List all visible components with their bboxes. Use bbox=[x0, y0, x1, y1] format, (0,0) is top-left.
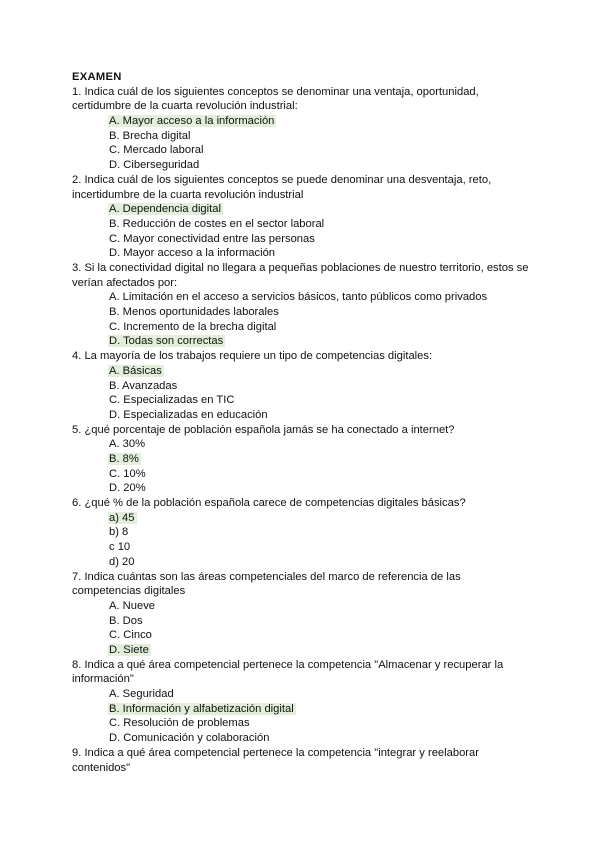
exam-content bbox=[72, 70, 542, 775]
answer-option bbox=[72, 437, 542, 452]
question-text-line: 6. ¿qué % de la población española carece de competencias digitales básicas? bbox=[72, 497, 466, 510]
question-1 bbox=[72, 85, 542, 173]
answer-option bbox=[72, 290, 542, 305]
answer-option-correct bbox=[72, 202, 542, 217]
answer-option-label: b) 8 bbox=[109, 526, 129, 539]
answer-option-label: C. Especializadas en TIC bbox=[109, 394, 235, 407]
answer-option bbox=[72, 540, 542, 555]
question-7 bbox=[72, 570, 542, 658]
question-text-line: incertidumbre de la cuarta revolución industrial bbox=[72, 188, 304, 201]
answer-option-label: C. 10% bbox=[109, 467, 146, 480]
answer-option-label: D. Comunicación y colaboración bbox=[109, 732, 270, 745]
question-text-line: verían afectados por: bbox=[72, 276, 178, 289]
question-text-line: 5. ¿qué porcentaje de población española jamás se ha conectado a internet? bbox=[72, 423, 455, 436]
answer-option-label: B. Brecha digital bbox=[109, 129, 191, 142]
answer-option-label: D. Todas son correctas bbox=[109, 335, 224, 348]
question-text-line: 1. Indica cuál de los siguientes conceptos se denominar una ventaja, oportunidad, bbox=[72, 85, 479, 98]
answer-option-label: B. Información y alfabetización digital bbox=[109, 702, 294, 715]
answer-option bbox=[72, 525, 542, 540]
answer-option-correct bbox=[72, 114, 542, 129]
answer-option bbox=[72, 143, 542, 158]
answer-option-label: B. Avanzadas bbox=[109, 379, 178, 392]
answer-option-label: A. 30% bbox=[109, 438, 146, 451]
answer-option-label: A. Seguridad bbox=[109, 688, 174, 701]
answer-option-label: D. Siete bbox=[109, 643, 149, 656]
answer-option bbox=[72, 158, 542, 173]
answer-option bbox=[72, 320, 542, 335]
answer-option bbox=[72, 628, 542, 643]
answer-option-label: d) 20 bbox=[109, 555, 135, 568]
answer-option-label: B. Reducción de costes en el sector laboral bbox=[109, 217, 325, 230]
answer-option bbox=[72, 467, 542, 482]
question-text-line: información" bbox=[72, 673, 134, 686]
answer-option-label: D. Mayor acceso a la información bbox=[109, 247, 276, 260]
answer-option-label: C. Mercado laboral bbox=[109, 144, 204, 157]
answer-option-label: C. Cinco bbox=[109, 629, 152, 642]
exam-title: EXAMEN bbox=[72, 71, 122, 83]
question-6 bbox=[72, 496, 542, 569]
answer-option-label: a) 45 bbox=[109, 511, 135, 524]
answer-option bbox=[72, 246, 542, 261]
answer-option-label: C. Mayor conectividad entre las personas bbox=[109, 232, 315, 245]
answer-option-label: A. Limitación en el acceso a servicios básicos, tanto públicos como privados bbox=[109, 291, 488, 304]
question-8 bbox=[72, 658, 542, 746]
question-3 bbox=[72, 261, 542, 349]
question-text-line: competencias digitales bbox=[72, 585, 186, 598]
answer-option-label: D. 20% bbox=[109, 482, 146, 495]
answer-option-label: B. Dos bbox=[109, 614, 143, 627]
answer-option-label: A. Mayor acceso a la información bbox=[109, 115, 275, 128]
answer-option bbox=[72, 305, 542, 320]
answer-option-label: c 10 bbox=[109, 541, 131, 554]
question-text-line: contenidos" bbox=[72, 761, 131, 774]
question-5 bbox=[72, 423, 542, 496]
question-text-line: certidumbre de la cuarta revolución industrial: bbox=[72, 100, 298, 113]
answer-option-label: B. Menos oportunidades laborales bbox=[109, 306, 279, 319]
answer-option bbox=[72, 217, 542, 232]
question-text-line: 7. Indica cuántas son las áreas competenciales del marco de referencia de las bbox=[72, 570, 461, 583]
answer-option bbox=[72, 599, 542, 614]
answer-option-correct bbox=[72, 452, 542, 467]
question-text-line: 4. La mayoría de los trabajos requiere un tipo de competencias digitales: bbox=[72, 350, 433, 363]
answer-option-label: D. Ciberseguridad bbox=[109, 159, 200, 172]
answer-option bbox=[72, 393, 542, 408]
answer-option bbox=[72, 129, 542, 144]
question-text-line: 9. Indica a qué área competencial pertenece la competencia "integrar y reelaborar bbox=[72, 746, 479, 759]
answer-option bbox=[72, 379, 542, 394]
answer-option-correct bbox=[72, 511, 542, 526]
answer-option-label: D. Especializadas en educación bbox=[109, 408, 268, 421]
question-2 bbox=[72, 173, 542, 261]
answer-option-correct bbox=[72, 643, 542, 658]
answer-option-correct bbox=[72, 702, 542, 717]
question-list bbox=[72, 85, 542, 776]
question-4 bbox=[72, 349, 542, 422]
answer-option bbox=[72, 408, 542, 423]
answer-option-label: A. Nueve bbox=[109, 599, 156, 612]
answer-option bbox=[72, 481, 542, 496]
answer-option-label: C. Resolución de problemas bbox=[109, 717, 250, 730]
answer-option-label: C. Incremento de la brecha digital bbox=[109, 320, 277, 333]
answer-option bbox=[72, 687, 542, 702]
answer-option bbox=[72, 555, 542, 570]
answer-option bbox=[72, 731, 542, 746]
answer-option-correct bbox=[72, 334, 542, 349]
answer-option bbox=[72, 716, 542, 731]
answer-option-label: A. Básicas bbox=[109, 364, 162, 377]
question-text-line: 3. Si la conectividad digital no llegara a pequeñas poblaciones de nuestro territorio, estos se bbox=[72, 262, 529, 274]
answer-option-label: A. Dependencia digital bbox=[109, 203, 221, 216]
question-text-line: 8. Indica a qué área competencial pertenece la competencia "Almacenar y recuperar la bbox=[72, 658, 504, 671]
question-text-line: 2. Indica cuál de los siguientes conceptos se puede denominar una desventaja, reto, bbox=[72, 173, 492, 186]
answer-option-correct bbox=[72, 364, 542, 379]
question-9 bbox=[72, 746, 542, 775]
answer-option-label: B. 8% bbox=[109, 453, 139, 465]
answer-option bbox=[72, 232, 542, 247]
answer-option bbox=[72, 614, 542, 629]
